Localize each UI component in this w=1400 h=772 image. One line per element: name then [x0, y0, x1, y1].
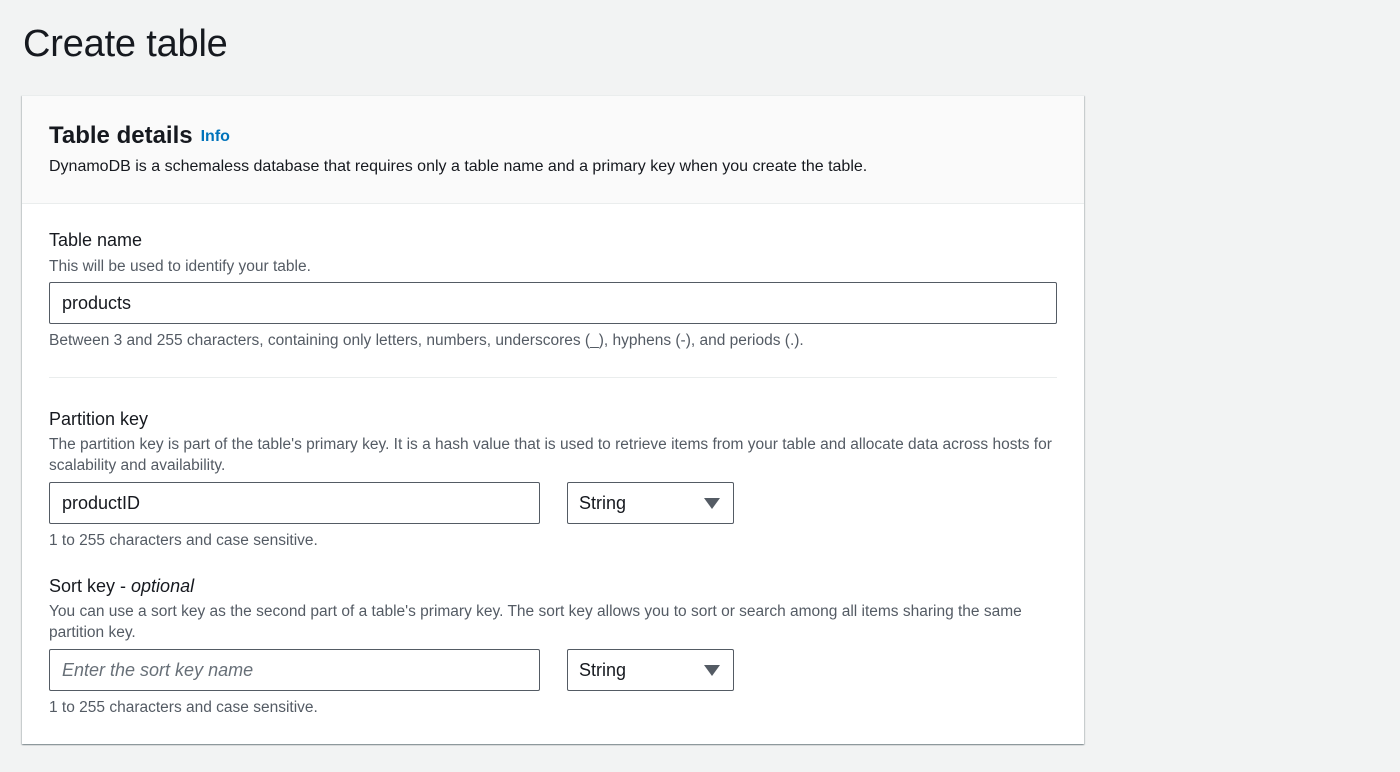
sort-key-description: You can use a sort key as the second part of a table's primary key. The sort key allows you to sort or search among all items sharing the same partition key.: [49, 603, 1022, 641]
panel-description: DynamoDB is a schemaless database that requires only a table name and a primary key when you create the table.: [49, 158, 868, 175]
caret-down-icon: [704, 498, 720, 509]
sort-key-input[interactable]: [49, 649, 540, 691]
table-name-label: Table name: [49, 230, 143, 250]
panel-header: [22, 96, 1084, 204]
sort-key-optional: optional: [131, 576, 195, 596]
sort-key-constraint: 1 to 255 characters and case sensitive.: [49, 699, 318, 716]
page-title: Create table: [23, 23, 228, 65]
partition-key-type-select[interactable]: [567, 482, 734, 524]
sort-key-label-text: Sort key -: [49, 576, 132, 596]
section-divider: [49, 377, 1057, 378]
partition-key-description: The partition key is part of the table's primary key. It is a hash value that is used to retrieve items from your table and allocate data across hosts for scalability and availability.: [49, 436, 1052, 474]
partition-key-input[interactable]: [49, 482, 540, 524]
table-name-constraint: Between 3 and 255 characters, containing only letters, numbers, underscores (_), hyphens (-), and periods (.).: [49, 332, 804, 349]
panel-heading: [49, 120, 230, 153]
panel-heading-text: Table details: [49, 122, 193, 149]
partition-key-constraint: 1 to 255 characters and case sensitive.: [49, 532, 318, 549]
partition-key-type-value: String: [579, 493, 627, 513]
sort-key-label: [49, 574, 194, 598]
table-name-input[interactable]: [49, 282, 1057, 324]
info-link[interactable]: Info: [200, 128, 230, 145]
partition-key-label: Partition key: [49, 409, 149, 429]
sort-key-type-value: String: [579, 660, 627, 680]
table-details-panel: [22, 95, 1084, 744]
sort-key-type-select[interactable]: [567, 649, 734, 691]
caret-down-icon: [704, 665, 720, 676]
table-name-description: This will be used to identify your table.: [49, 258, 311, 275]
